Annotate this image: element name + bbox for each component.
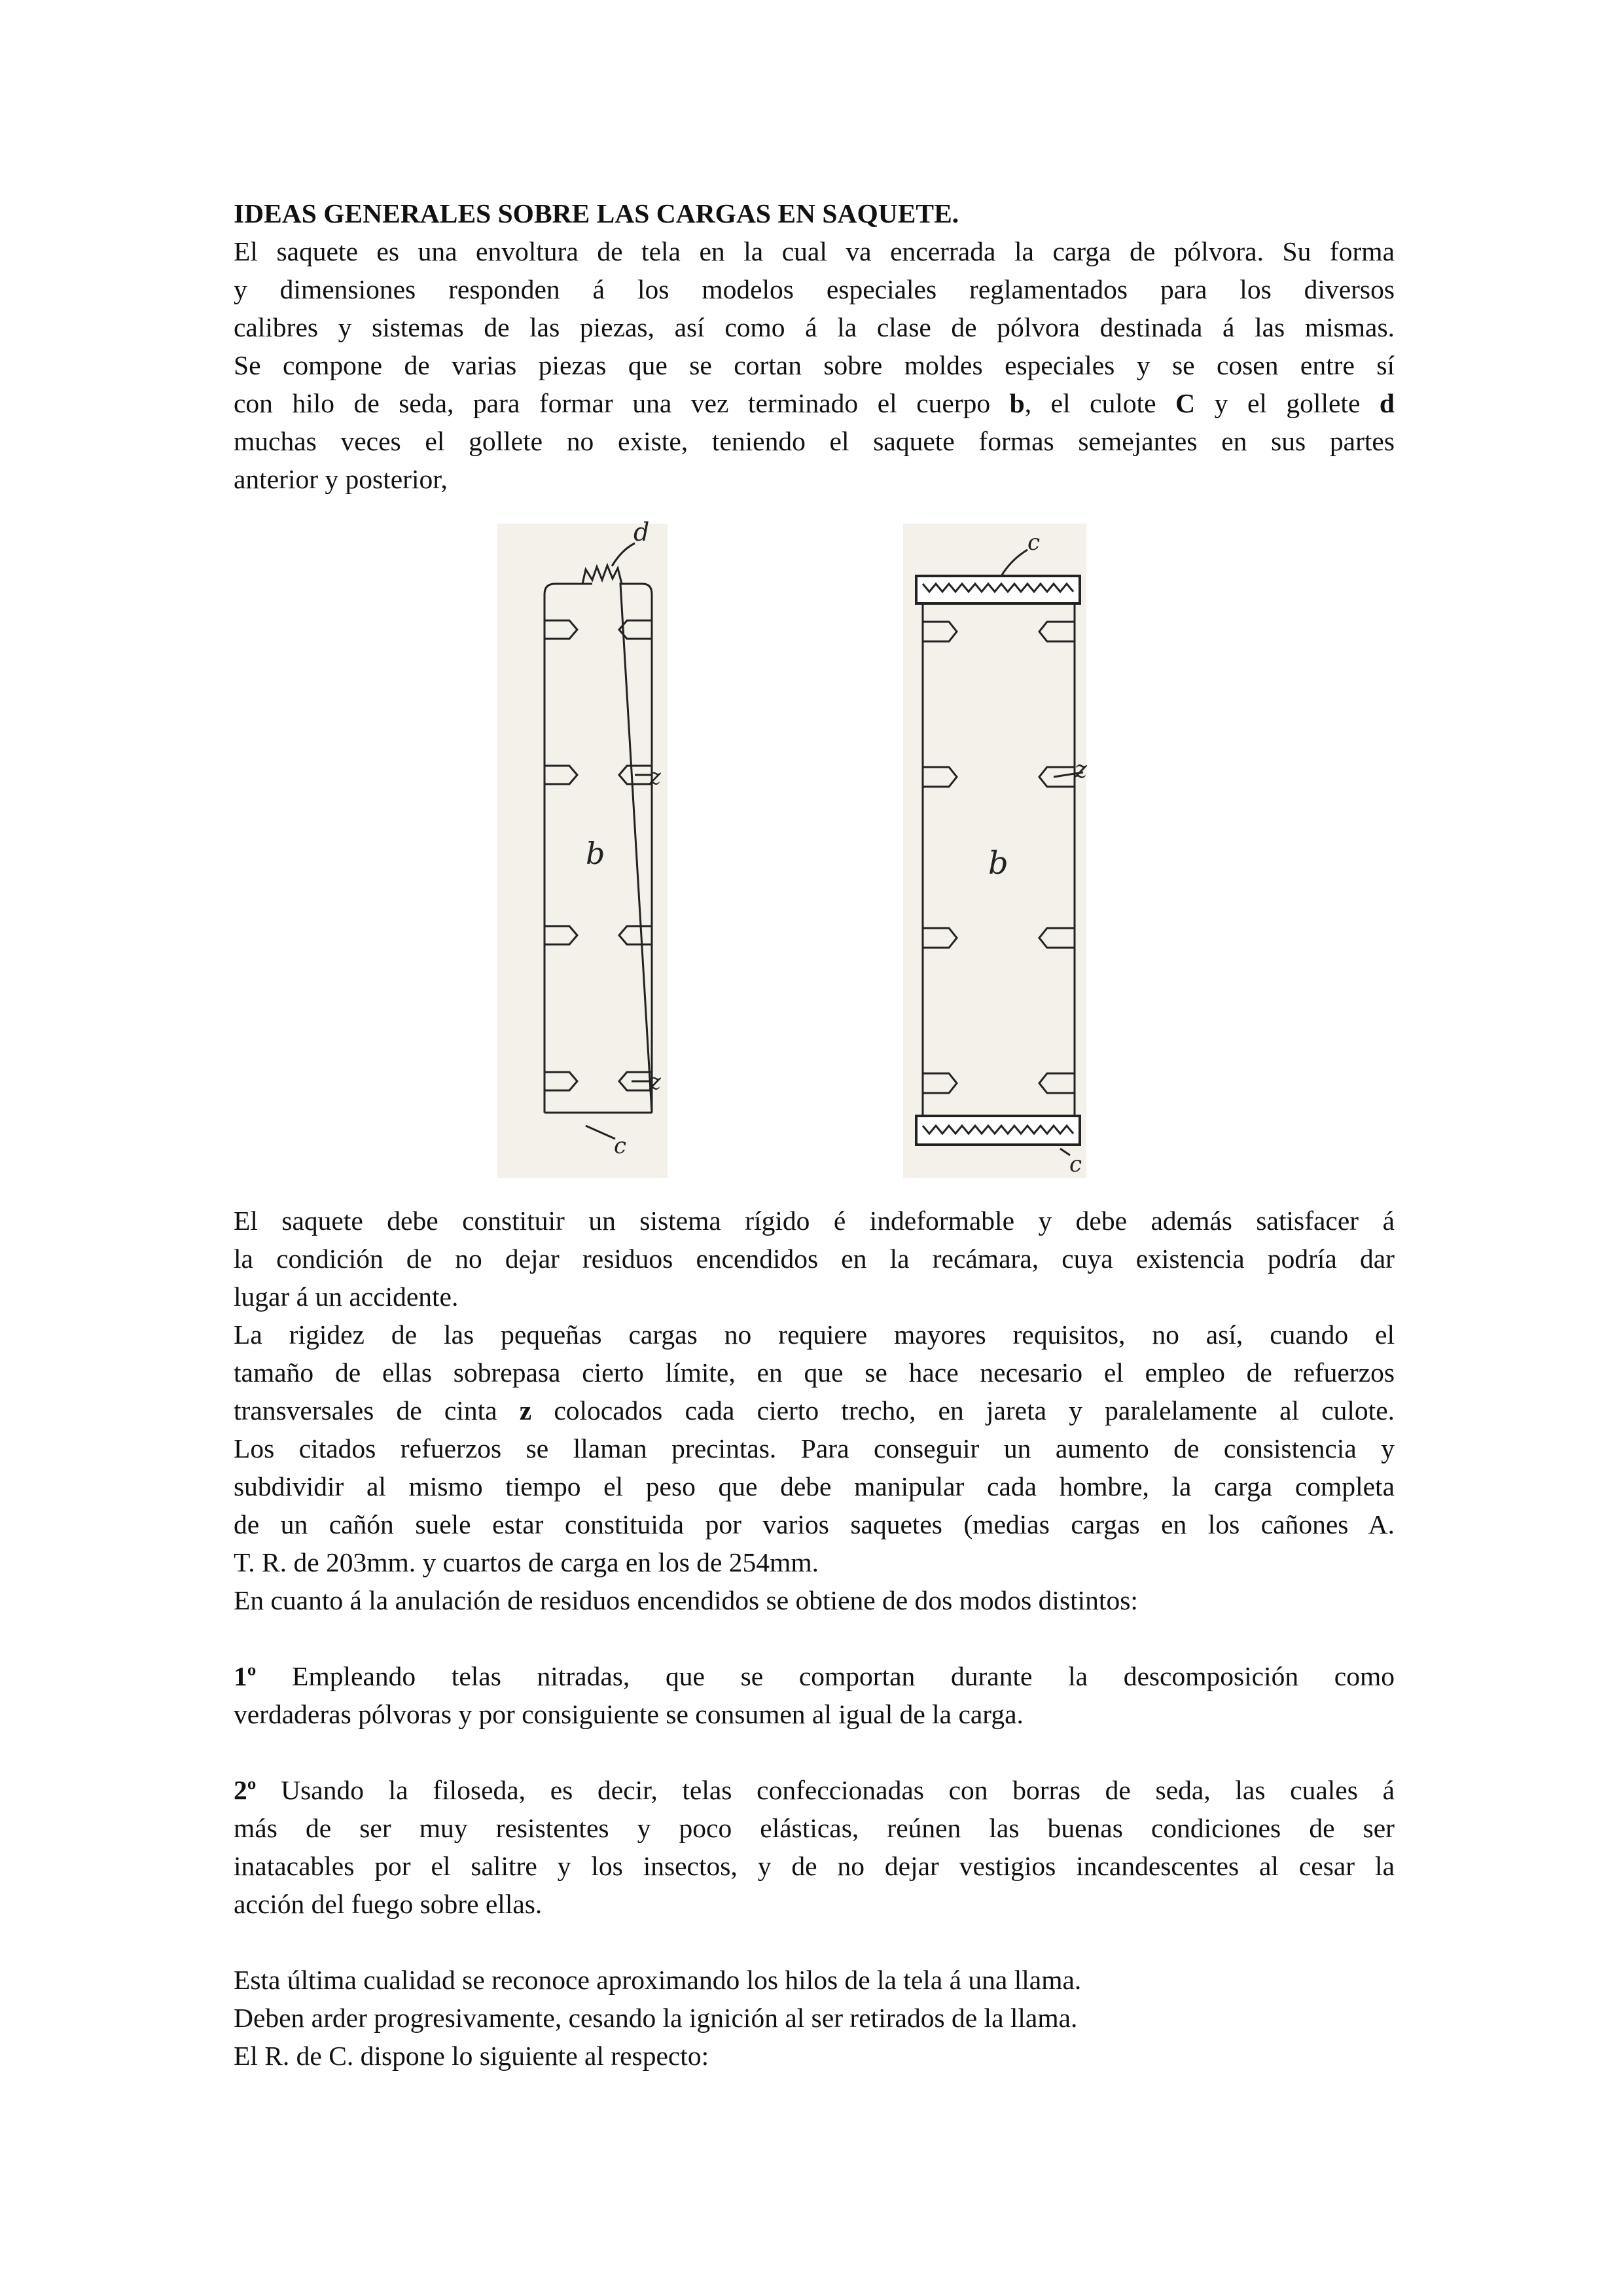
intro-line: muchas veces el gollete no existe, teniendo el saquete formas semejantes en sus partes bbox=[234, 426, 1395, 456]
label-c: c bbox=[614, 1133, 627, 1159]
para3-line: tamaño de ellas sobrepasa cierto límite, en que se hace necesario el empleo de refuerzos bbox=[234, 1357, 1395, 1388]
item2-line-1 bbox=[234, 1771, 1395, 1809]
closing-line: El R. de C. dispone lo siguiente al respecto: bbox=[234, 2041, 709, 2071]
item2-number: 2º bbox=[234, 1775, 257, 1805]
intro-block bbox=[234, 194, 1395, 498]
intro-text: y el gollete bbox=[1195, 388, 1380, 418]
term-d: d bbox=[1379, 388, 1395, 418]
figure-background bbox=[497, 524, 668, 1178]
item2-line: inatacables por el salitre y los insectos, y de no dejar vestigios incandescentes al cesar la bbox=[234, 1851, 1395, 1881]
label-z: z bbox=[649, 1069, 661, 1095]
para3-line: T. R. de 203mm. y cuartos de carga en los de 254mm. bbox=[234, 1547, 819, 1577]
para3-line: subdividir al mismo tiempo el peso que debe manipular cada hombre, la carga completa bbox=[234, 1471, 1395, 1501]
intro-line: anterior y posterior, bbox=[234, 464, 448, 494]
intro-text: con hilo de seda, para formar una vez terminado el cuerpo bbox=[234, 388, 1010, 418]
term-c: C bbox=[1175, 388, 1196, 418]
closing-line: Esta última cualidad se reconoce aproximando los hilos de la tela á una llama. bbox=[234, 1965, 1082, 1995]
cartridge-bag-figures bbox=[497, 518, 1139, 1185]
intro-line: calibres y sistemas de las piezas, así como á la clase de pólvora destinada á las mismas. bbox=[234, 312, 1395, 342]
term-b: b bbox=[1009, 388, 1025, 418]
spacer bbox=[234, 1923, 1395, 1961]
body-block bbox=[234, 1202, 1395, 2075]
item1-line-1 bbox=[234, 1657, 1395, 1695]
label-c-top: c bbox=[1027, 529, 1041, 556]
intro-line: Se compone de varias piezas que se cortan sobre moldes especiales y se cosen entre sí bbox=[234, 350, 1395, 380]
label-c-bottom: c bbox=[1069, 1151, 1082, 1177]
label-b: b bbox=[988, 845, 1008, 882]
item2-text: Usando la filoseda, es decir, telas confeccionadas con borras de seda, las cuales á bbox=[256, 1775, 1395, 1805]
para3-line-3 bbox=[234, 1391, 1395, 1429]
item2-line: acción del fuego sobre ellas. bbox=[234, 1889, 543, 1919]
para4: En cuanto á la anulación de residuos encendidos se obtiene de dos modos distintos: bbox=[234, 1585, 1138, 1615]
para2-line: lugar á un accidente. bbox=[234, 1282, 459, 1312]
closing-line: Deben arder progresivamente, cesando la ignición al ser retirados de la llama. bbox=[234, 2003, 1078, 2033]
item1-text: Empleando telas nitradas, que se comportan durante la descomposición como bbox=[256, 1661, 1395, 1691]
term-z: z bbox=[519, 1395, 532, 1426]
intro-line: El saquete es una envoltura de tela en la cual va encerrada la carga de pólvora. Su forma bbox=[234, 236, 1395, 266]
saquete-figure-right bbox=[903, 524, 1086, 1185]
label-z: z bbox=[649, 764, 661, 790]
intro-text: , el culote bbox=[1024, 388, 1176, 418]
para3-line: de un cañón suele estar constituida por varios saquetes (medias cargas en los cañones A. bbox=[234, 1509, 1395, 1539]
para3-line: La rigidez de las pequeñas cargas no requiere mayores requisitos, no así, cuando el bbox=[234, 1319, 1395, 1350]
para3-line: Los citados refuerzos se llaman precintas. Para conseguir un aumento de consistencia y bbox=[234, 1433, 1395, 1463]
item1-line-2: verdaderas pólvoras y por consiguiente se consumen al igual de la carga. bbox=[234, 1699, 1024, 1729]
para3-text: transversales de cinta bbox=[234, 1395, 520, 1426]
label-d: d bbox=[633, 518, 650, 547]
label-z: z bbox=[1075, 757, 1087, 783]
spacer bbox=[234, 1619, 1395, 1657]
para2-line: la condición de no dejar residuos encendidos en la recámara, cuya existencia podría dar bbox=[234, 1244, 1395, 1274]
intro-line: y dimensiones responden á los modelos especiales reglamentados para los diversos bbox=[234, 274, 1395, 304]
item1-number: 1º bbox=[234, 1661, 257, 1691]
spacer bbox=[234, 1733, 1395, 1771]
document-title: IDEAS GENERALES SOBRE LAS CARGAS EN SAQUETE. bbox=[234, 198, 959, 228]
para3-text: colocados cada cierto trecho, en jareta y paralelamente al culote. bbox=[531, 1395, 1395, 1426]
saquete-figure-left bbox=[497, 518, 668, 1185]
para2-line: El saquete debe constituir un sistema rígido é indeformable y debe además satisfacer á bbox=[234, 1206, 1395, 1236]
label-b: b bbox=[586, 836, 605, 871]
item2-line: más de ser muy resistentes y poco elásticas, reúnen las buenas condiciones de ser bbox=[234, 1813, 1395, 1843]
intro-line-5 bbox=[234, 384, 1395, 422]
